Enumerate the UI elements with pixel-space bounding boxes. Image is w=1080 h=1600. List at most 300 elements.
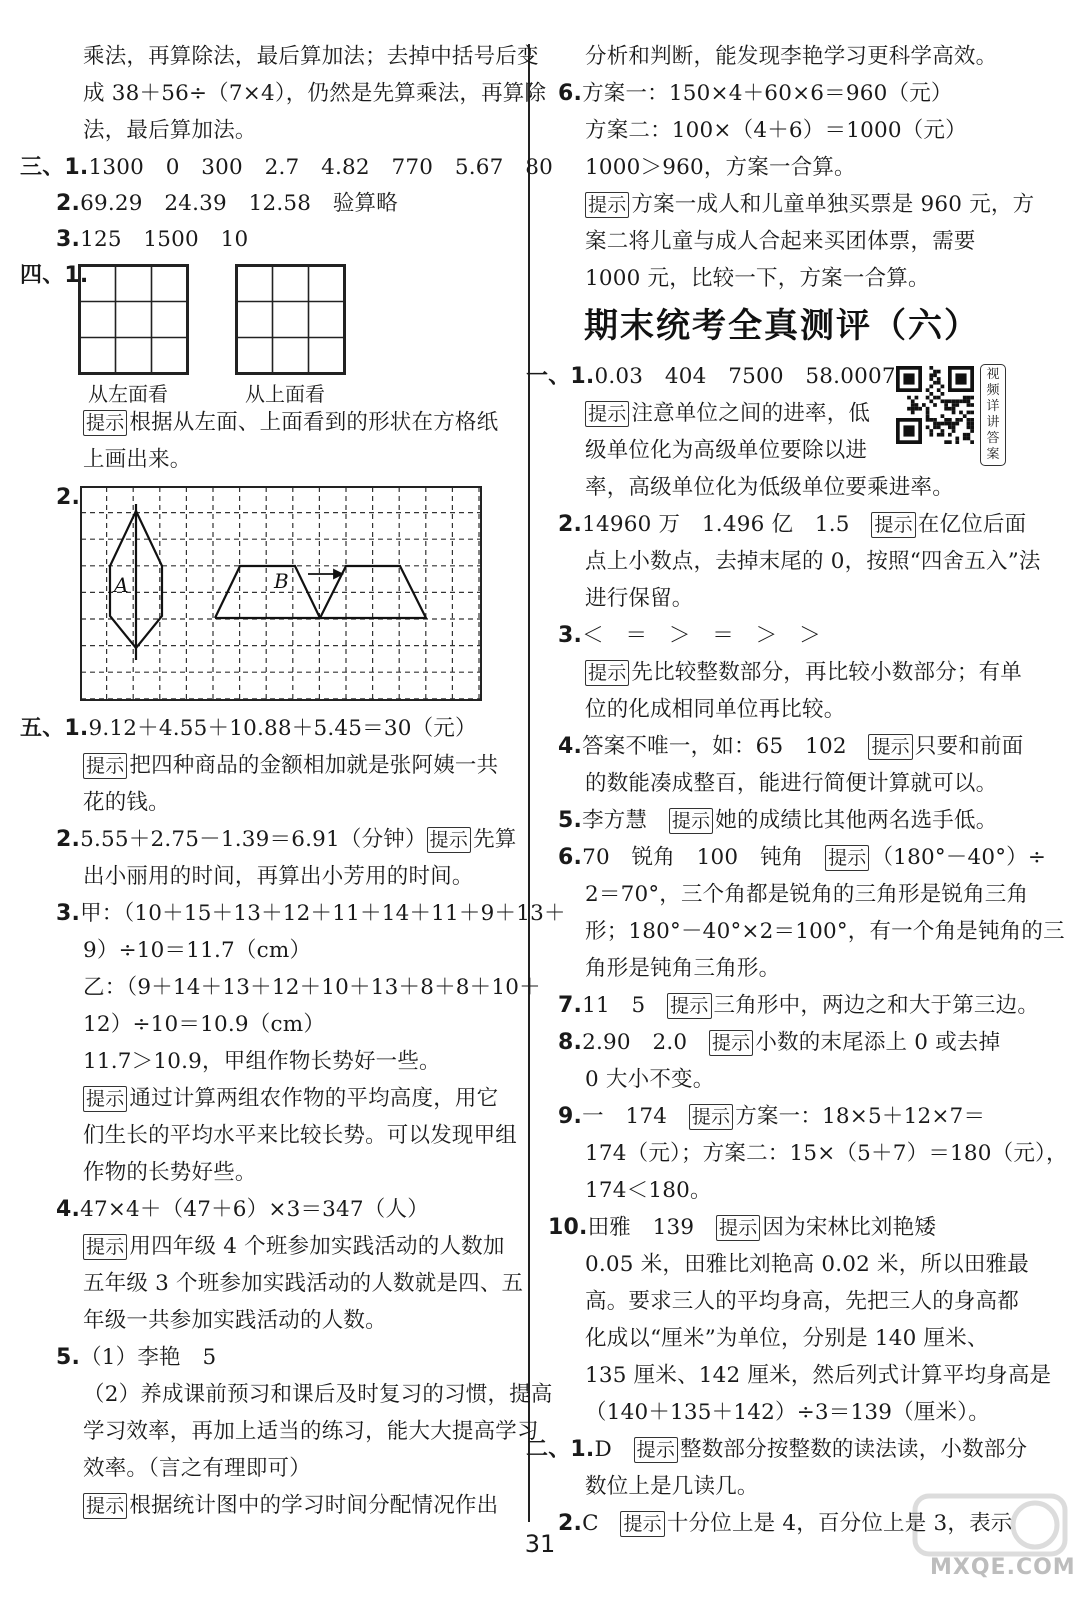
- qr-cell: [944, 422, 948, 426]
- qr-cell: [915, 403, 919, 407]
- qr-cell: [970, 425, 974, 429]
- qr-cell: [970, 403, 974, 407]
- line-text: 0 大小不变。: [585, 1067, 715, 1092]
- qr-cell: [941, 385, 945, 389]
- right-line: [585, 545, 1041, 579]
- item-number: 1.: [570, 1437, 595, 1462]
- qr-cell: [952, 403, 956, 407]
- line-text: 李方慧: [582, 808, 669, 833]
- line-text: 效率。（言之有理即可）: [83, 1456, 311, 1481]
- line-text: 根据统计图中的学习时间分配情况作出: [129, 1493, 499, 1518]
- item-number: 2.: [558, 1511, 583, 1536]
- qr-cell: [970, 418, 974, 422]
- line-text: 11.7＞10.9，甲组作物长势好一些。: [83, 1049, 441, 1074]
- qr-cell: [911, 399, 915, 403]
- right-line: [558, 77, 953, 111]
- qr-cell: [967, 399, 971, 403]
- shape-b-label: B: [274, 569, 289, 593]
- qr-video-label: 视频详讲答案: [980, 364, 1006, 466]
- right-line: [585, 1248, 1029, 1282]
- line-text: 12）÷10＝10.9（cm）: [83, 1012, 326, 1037]
- qr-cell: [963, 437, 967, 441]
- qr-cell: [926, 411, 930, 415]
- left-line: [83, 1378, 553, 1412]
- qr-cell: [929, 385, 933, 389]
- right-line: [558, 730, 1023, 764]
- qr-cell: [967, 403, 971, 407]
- qr-cell: [933, 370, 937, 374]
- line-text: 注意单位之间的进率，低: [631, 401, 871, 426]
- right-line: [585, 952, 780, 986]
- qr-cell: [933, 396, 937, 400]
- line-text: 11 5: [582, 993, 668, 1018]
- qr-cell: [970, 429, 974, 433]
- qr-cell: [926, 396, 930, 400]
- qr-cell: [926, 388, 930, 392]
- left-line: [83, 443, 192, 477]
- qr-cell: [929, 433, 933, 437]
- qr-code-icon[interactable]: [896, 366, 974, 444]
- left-line: [56, 187, 398, 221]
- qr-cell: [915, 407, 919, 411]
- qr-cell: [967, 437, 971, 441]
- qr-cell: [941, 392, 945, 396]
- qr-cell: [970, 411, 974, 415]
- qr-cell: [948, 433, 952, 437]
- line-text: 先比较整数部分，再比较小数部分；有单: [631, 660, 1023, 685]
- qr-cell: [918, 407, 922, 411]
- qr-cell: [944, 418, 948, 422]
- item-number: 1.: [64, 155, 89, 180]
- qr-cell: [963, 396, 967, 400]
- hint-tag: 提示: [634, 1437, 678, 1463]
- line-text: （2）养成课前预习和课后及时复习的习惯，提高: [83, 1382, 553, 1407]
- line-text: C: [582, 1511, 621, 1536]
- line-text: 成 38＋56÷（7×4），仍然是先算乘法，再算除: [83, 81, 547, 106]
- right-line: [585, 397, 870, 431]
- line-text: 整数部分按整数的读法读，小数部分: [680, 1437, 1028, 1462]
- qr-cell: [941, 422, 945, 426]
- qr-cell: [955, 440, 959, 444]
- line-text: 作物的长势好些。: [83, 1160, 257, 1185]
- qr-cell: [933, 425, 937, 429]
- left-line: [83, 971, 541, 1005]
- line-text: 2＝70°，三个角都是锐角的三角形是锐角三角: [585, 882, 1029, 907]
- line-text: 们生长的平均水平来比较长势。可以发现甲组: [83, 1123, 518, 1148]
- hint-tag: 提示: [868, 734, 912, 760]
- line-text: 田雅 139: [587, 1215, 717, 1240]
- line-text: 乘法，再算除法，最后算加法；去掉中括号后变: [83, 44, 539, 69]
- left-line: [83, 114, 257, 148]
- item-number: 4.: [558, 734, 583, 759]
- qr-cell: [948, 440, 952, 444]
- line-text: （140＋135＋142）÷3＝139（厘米）。: [585, 1400, 990, 1425]
- line-text: 级单位化为高级单位要除以进: [585, 438, 868, 463]
- line-text: 135 厘米、142 厘米，然后列式计算平均身高是: [585, 1363, 1052, 1388]
- item-number: 2.: [56, 827, 81, 852]
- qr-cell: [933, 422, 937, 426]
- qr-cell: [926, 414, 930, 418]
- line-text: 的数能凑成整百，能进行简便计算就可以。: [585, 771, 998, 796]
- qr-cell: [963, 399, 967, 403]
- item-number: 1.: [64, 716, 89, 741]
- left-line: [83, 1267, 523, 1301]
- left-line: [83, 786, 170, 820]
- qr-cell: [952, 429, 956, 433]
- line-text: 甲：（10＋15＋13＋12＋11＋14＋11＋9＋13＋: [80, 901, 566, 926]
- right-line: [558, 619, 821, 653]
- qr-cell: [970, 422, 974, 426]
- item-number: 6.: [558, 845, 583, 870]
- qr-cell: [955, 399, 959, 403]
- line-text: 因为宋林比刘艳矮: [762, 1215, 937, 1240]
- right-line: [585, 1322, 989, 1356]
- line-text: 把四种商品的金额相加就是张阿姨一共: [129, 753, 499, 778]
- left-line: [83, 934, 311, 968]
- qr-cell: [948, 418, 952, 422]
- line-text: 1000 元，比较一下，方案一合算。: [585, 266, 930, 291]
- line-text: 70 锐角 100 钝角: [582, 845, 826, 870]
- right-line: [585, 188, 1034, 222]
- qr-cell: [944, 407, 948, 411]
- watermark-text: MXQE.COM: [930, 1555, 1076, 1580]
- translate-arrow-icon: [308, 570, 342, 578]
- line-text: ＜ ＝ ＞ ＝ ＞ ＞: [582, 623, 821, 648]
- line-text: 9）÷10＝11.7（cm）: [83, 938, 312, 963]
- qr-cell: [941, 414, 945, 418]
- line-text: 位的化成相同单位再比较。: [585, 697, 846, 722]
- item-number: 5.: [558, 808, 583, 833]
- line-text: （180°－40°）÷: [871, 845, 1047, 870]
- left-line: [83, 749, 498, 783]
- line-text: 174（元）；方案二：15×（5＋7）＝180（元），: [585, 1141, 1068, 1166]
- item-number: 4.: [56, 1197, 81, 1222]
- right-line: [585, 1396, 990, 1430]
- item-number: 2.: [56, 485, 81, 510]
- qr-cell: [955, 437, 959, 441]
- section-marker: 三、: [20, 155, 65, 180]
- qr-cell: [952, 399, 956, 403]
- left-line: [83, 1304, 387, 1338]
- hint-tag: 提示: [83, 1234, 127, 1260]
- right-line: [585, 471, 954, 505]
- right-line: [585, 262, 930, 296]
- hint-tag: 提示: [427, 827, 471, 853]
- qr-cell: [941, 399, 945, 403]
- qr-cell: [970, 396, 974, 400]
- right-line: [548, 1211, 936, 1245]
- qr-cell: [948, 422, 952, 426]
- left-line: [20, 712, 477, 746]
- section-marker: 五、: [20, 716, 65, 741]
- line-text: 出小丽用的时间，再算出小芳用的时间。: [83, 864, 474, 889]
- line-text: 五年级 3 个班参加实践活动的人数就是四、五: [83, 1271, 524, 1296]
- left-line: [83, 406, 498, 440]
- right-line: [585, 114, 967, 148]
- line-text: 125 1500 10: [80, 227, 249, 252]
- line-text: 十分位上是 4，百分位上是 3，表示: [666, 1511, 1013, 1536]
- right-line: [526, 360, 896, 394]
- line-text: 1000＞960，方案一合算。: [585, 155, 856, 180]
- left-line: [83, 77, 546, 111]
- item-number: 3.: [56, 227, 81, 252]
- line-text: 案二将儿童与成人合起来买团体票，需要: [585, 229, 976, 254]
- right-line: [585, 915, 1065, 949]
- line-text: 174＜180。: [585, 1178, 712, 1203]
- top-view-caption: 从上面看: [245, 382, 325, 406]
- line-text: 三角形中，两边之和大于第三边。: [713, 993, 1040, 1018]
- qr-cell: [952, 407, 956, 411]
- qr-cell: [959, 411, 963, 415]
- line-text: 她的成绩比其他两名选手低。: [715, 808, 998, 833]
- left-view-caption: 从左面看: [88, 382, 168, 406]
- qr-cell: [948, 407, 952, 411]
- right-line: [558, 804, 997, 838]
- line-text: 方案一：150×4＋60×6＝960（元）: [582, 81, 953, 106]
- qr-finder: [955, 373, 966, 384]
- qr-cell: [952, 411, 956, 415]
- qr-cell: [959, 399, 963, 403]
- line-text: 在亿位后面: [917, 512, 1027, 537]
- left-line: [83, 40, 539, 74]
- qr-cell: [959, 418, 963, 422]
- hint-tag: 提示: [669, 808, 713, 834]
- left-line: [20, 151, 553, 185]
- line-text: 69.29 24.39 12.58 验算略: [80, 191, 398, 216]
- qr-cell: [955, 403, 959, 407]
- item-number: 8.: [558, 1030, 583, 1055]
- right-line: [585, 434, 867, 468]
- right-line: [558, 1100, 985, 1134]
- left-line: [83, 1230, 505, 1264]
- qr-cell: [933, 418, 937, 422]
- left-view-grid: [78, 264, 190, 376]
- line-text: 0.05 米，田雅比刘艳高 0.02 米，所以田雅最: [585, 1252, 1029, 1277]
- qr-cell: [944, 440, 948, 444]
- line-text: 形；180°－40°×2＝100°，有一个角是钝角的三: [585, 919, 1065, 944]
- right-line: [585, 151, 856, 185]
- item-number: 3.: [558, 623, 583, 648]
- section-title: 期末统考全真测评（六）: [584, 306, 980, 346]
- qr-cell: [933, 373, 937, 377]
- line-text: 点上小数点，去掉末尾的 0，按照“四舍五入”法: [585, 549, 1041, 574]
- item-number: 3.: [56, 901, 81, 926]
- qr-cell: [907, 396, 911, 400]
- line-text: 角形是钝角三角形。: [585, 956, 781, 981]
- right-line: [558, 508, 1026, 542]
- qr-cell: [929, 418, 933, 422]
- qr-cell: [929, 399, 933, 403]
- qr-cell: [911, 403, 915, 407]
- left-line: [83, 1045, 441, 1079]
- line-text: 1300 0 300 2.7 4.82 770 5.67 80: [88, 155, 553, 180]
- right-line: [585, 1359, 1051, 1393]
- right-line: [585, 1137, 1068, 1171]
- right-line: [558, 989, 1039, 1023]
- qr-cell: [967, 418, 971, 422]
- qr-cell: [911, 411, 915, 415]
- left-line: [56, 1341, 216, 1375]
- qr-cell: [926, 418, 930, 422]
- right-line: [585, 1470, 759, 1504]
- line-text: 14960 万 1.496 亿 1.5: [582, 512, 872, 537]
- watermark-logo-icon: [905, 1488, 1075, 1598]
- line-text: 0.03 404 7500 58.0007: [594, 364, 896, 389]
- right-line: [585, 878, 1028, 912]
- line-text: 上画出来。: [83, 447, 192, 472]
- line-text: 9.12＋4.55＋10.88＋5.45＝30（元）: [88, 716, 477, 741]
- qr-finder: [903, 373, 914, 384]
- line-text: 进行保留。: [585, 586, 694, 611]
- item-number: 2.: [56, 191, 81, 216]
- line-text: 一 174: [582, 1104, 689, 1129]
- item-number: 2.: [558, 512, 583, 537]
- qr-cell: [944, 403, 948, 407]
- qr-cell: [955, 422, 959, 426]
- qr-cell: [963, 433, 967, 437]
- section-marker: 二、: [526, 1437, 571, 1462]
- qr-cell: [963, 414, 967, 418]
- hint-tag: 提示: [83, 410, 127, 436]
- column-divider: [528, 44, 530, 1522]
- qr-cell: [911, 407, 915, 411]
- item-number: 1.: [570, 364, 595, 389]
- line-text: 只要和前面: [914, 734, 1024, 759]
- line-text: 乙：（9＋14＋13＋12＋10＋13＋8＋8＋10＋: [83, 975, 541, 1000]
- line-text: 小数的末尾添上 0 或去掉: [755, 1030, 1001, 1055]
- item-number: 6.: [558, 81, 583, 106]
- qr-cell: [937, 425, 941, 429]
- left-line: [83, 1156, 257, 1190]
- qr-cell: [929, 377, 933, 381]
- transform-grid-figure: [80, 486, 482, 702]
- qr-cell: [937, 396, 941, 400]
- qr-cell: [929, 429, 933, 433]
- qr-cell: [955, 418, 959, 422]
- left-line: [56, 481, 80, 515]
- qr-cell: [952, 425, 956, 429]
- item-number: 7.: [558, 993, 583, 1018]
- qr-cell: [967, 433, 971, 437]
- section-marker: 一、: [526, 364, 571, 389]
- top-view-grid: [235, 264, 347, 376]
- right-line: [585, 40, 997, 74]
- qr-cell: [933, 381, 937, 385]
- item-number: 10.: [548, 1215, 588, 1240]
- qr-cell: [915, 396, 919, 400]
- qr-cell: [941, 429, 945, 433]
- hint-tag: 提示: [585, 401, 629, 427]
- line-text: 根据从左面、上面看到的形状在方格纸: [129, 410, 499, 435]
- qr-cell: [929, 392, 933, 396]
- item-number: 9.: [558, 1104, 583, 1129]
- right-line: [585, 693, 845, 727]
- qr-cell: [937, 433, 941, 437]
- hint-tag: 提示: [620, 1511, 664, 1537]
- left-line: [83, 1452, 311, 1486]
- right-line: [585, 225, 976, 259]
- shape-a-label: A: [114, 573, 129, 597]
- line-text: 率，高级单位化为低级单位要乘进率。: [585, 475, 954, 500]
- page-number: 31: [524, 1530, 556, 1558]
- right-line: [585, 582, 694, 616]
- left-line: [83, 1119, 517, 1153]
- right-line: [585, 656, 1022, 690]
- right-line: [585, 1174, 712, 1208]
- right-line: [585, 1285, 1019, 1319]
- right-line: [558, 841, 1046, 875]
- qr-cell: [967, 425, 971, 429]
- left-line: [83, 1082, 498, 1116]
- qr-cell: [937, 381, 941, 385]
- hint-tag: 提示: [83, 1493, 127, 1519]
- hint-tag: 提示: [709, 1030, 753, 1056]
- line-text: 答案不唯一，如：65 102: [582, 734, 869, 759]
- hint-tag: 提示: [83, 1086, 127, 1112]
- qr-cell: [937, 370, 941, 374]
- line-text: 化成以“厘米”为单位，分别是 140 厘米、: [585, 1326, 989, 1351]
- hint-tag: 提示: [825, 845, 869, 871]
- line-text: （1）李艳 5: [80, 1345, 217, 1370]
- qr-cell: [970, 440, 974, 444]
- qr-cell: [926, 425, 930, 429]
- qr-cell: [937, 422, 941, 426]
- left-line: [56, 897, 566, 931]
- section-marker: 四、: [20, 263, 65, 288]
- qr-cell: [937, 388, 941, 392]
- hint-tag: 提示: [585, 192, 629, 218]
- item-number: 5.: [56, 1345, 81, 1370]
- qr-cell: [967, 411, 971, 415]
- hint-tag: 提示: [83, 753, 127, 779]
- right-line: [585, 767, 997, 801]
- left-line: [83, 1415, 539, 1449]
- left-line: [56, 823, 516, 857]
- line-text: 学习效率，再加上适当的练习，能大大提高学习: [83, 1419, 539, 1444]
- line-text: 方案一成人和儿童单独买票是 960 元，方: [631, 192, 1035, 217]
- hint-tag: 提示: [585, 660, 629, 686]
- hint-tag: 提示: [667, 993, 711, 1019]
- line-text: 方案二：100×（4＋6）＝1000（元）: [585, 118, 967, 143]
- line-text: 通过计算两组农作物的平均高度，用它: [129, 1086, 499, 1111]
- qr-cell: [948, 425, 952, 429]
- hint-tag: 提示: [689, 1104, 733, 1130]
- left-line: [83, 860, 474, 894]
- left-line: [56, 223, 248, 257]
- line-text: 2.90 2.0: [582, 1030, 709, 1055]
- qr-cell: [952, 422, 956, 426]
- line-text: 5.55＋2.75－1.39＝6.91（分钟）: [80, 827, 427, 852]
- line-text: 方案一：18×5＋12×7＝: [735, 1104, 986, 1129]
- line-text: 47×4＋（47＋6）×3＝347（人）: [80, 1197, 429, 1222]
- qr-cell: [967, 422, 971, 426]
- qr-cell: [948, 399, 952, 403]
- line-text: D: [594, 1437, 634, 1462]
- right-line: [558, 1026, 1000, 1060]
- line-text: 分析和判断，能发现李艳学习更科学高效。: [585, 44, 998, 69]
- qr-cell: [929, 366, 933, 370]
- left-line: [56, 1193, 429, 1227]
- line-text: 花的钱。: [83, 790, 170, 815]
- line-text: 先算: [473, 827, 517, 852]
- qr-cell: [967, 396, 971, 400]
- qr-cell: [944, 399, 948, 403]
- qr-cell: [922, 403, 926, 407]
- line-text: 年级一共参加实践活动的人数。: [83, 1308, 387, 1333]
- line-text: 法，最后算加法。: [83, 118, 257, 143]
- qr-cell: [941, 433, 945, 437]
- qr-cell: [933, 403, 937, 407]
